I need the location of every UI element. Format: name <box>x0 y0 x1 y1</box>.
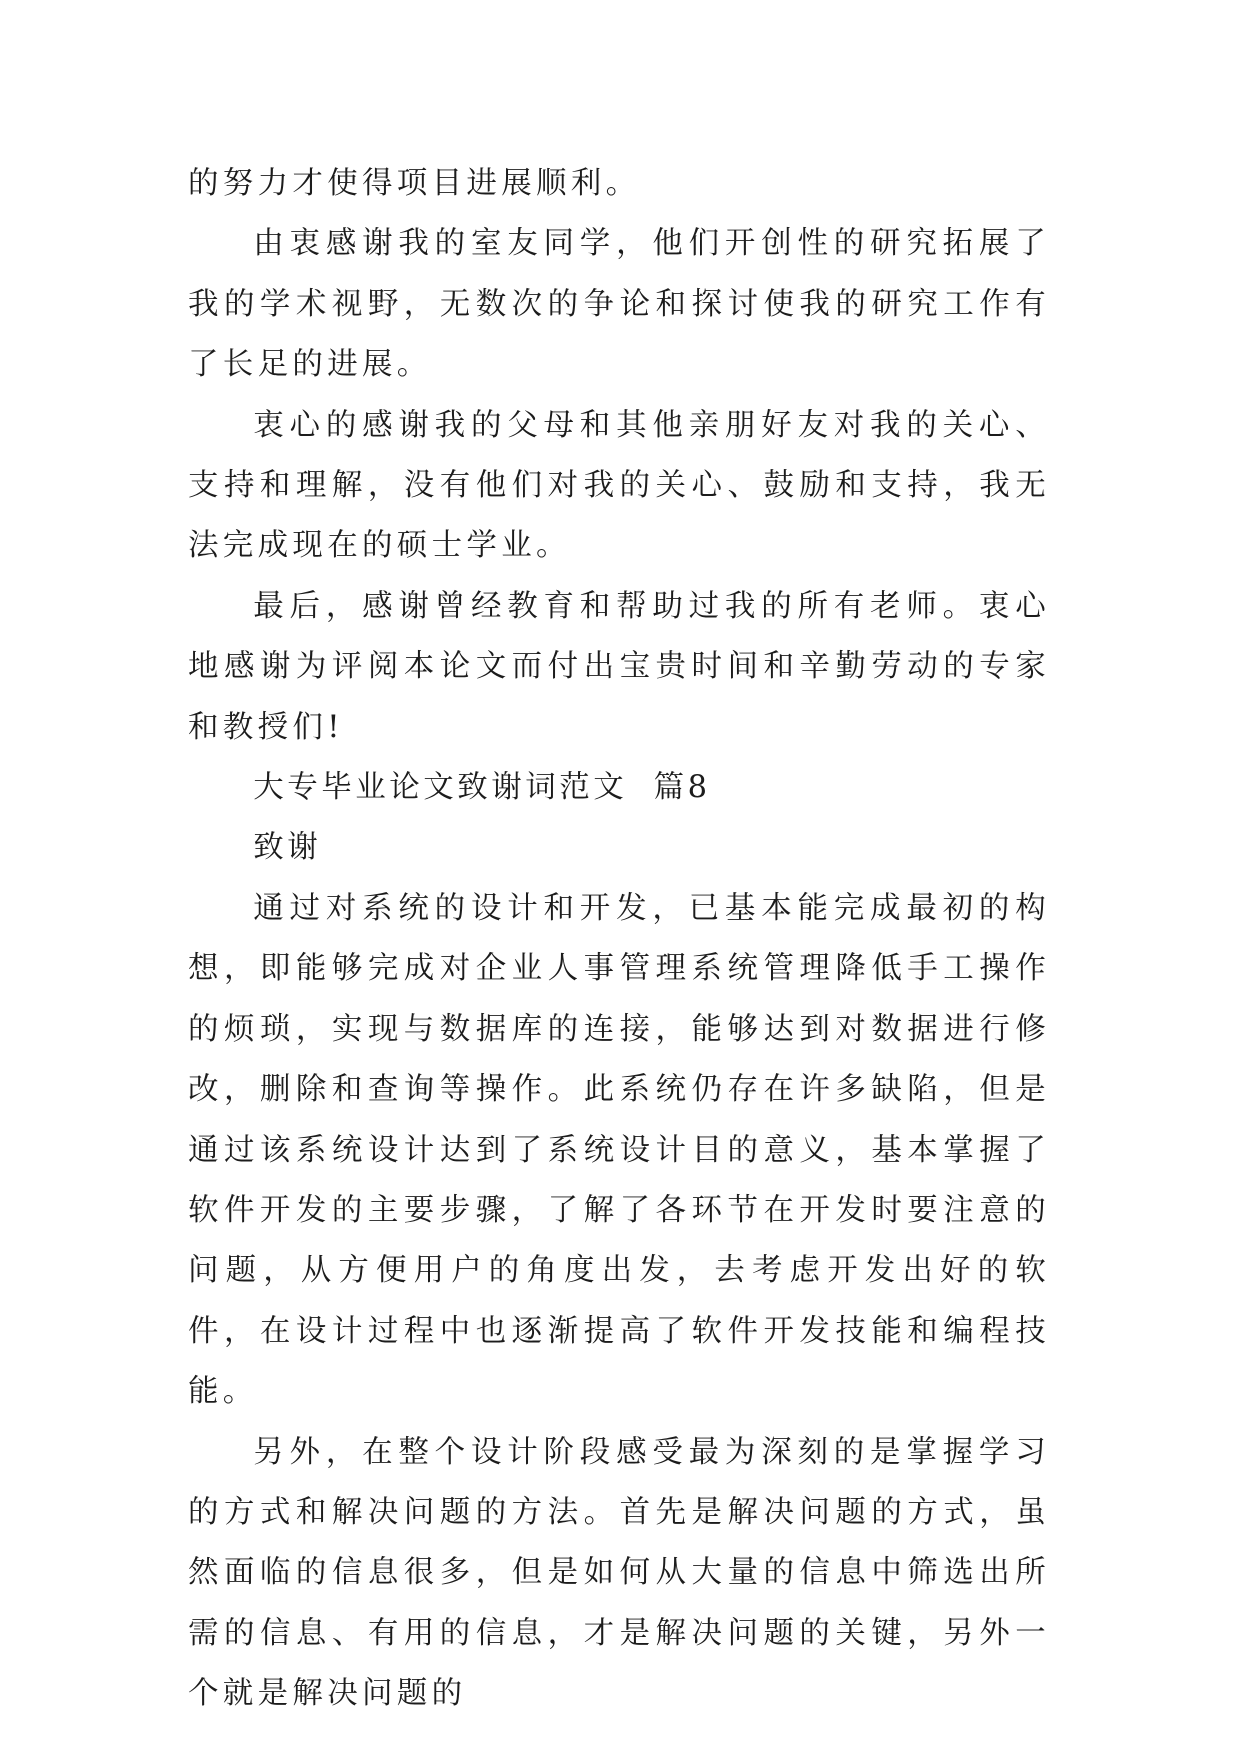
section-title: 大专毕业论文致谢词范文 篇8 <box>253 770 711 806</box>
document-body <box>188 154 1050 1725</box>
paragraph-learning-method: 另外，在整个设计阶段感受最为深刻的是掌握学习的方式和解决问题的方法。首先是解决问题的方式，虽然面临的信息很多，但是如何从大量的信息中筛选出所需的信息、有用的信息，才是解决问题的关键，另外一个就是解决问题的 <box>188 1434 1050 1712</box>
paragraph-thanks-teachers: 最后，感谢曾经教育和帮助过我的所有老师。衷心地感谢为评阅本论文而付出宝贵时间和辛勤劳动的专家和教授们! <box>188 588 1050 745</box>
paragraph-thanks-roommates: 由衷感谢我的室友同学，他们开创性的研究拓展了我的学术视野，无数次的争论和探讨使我的研究工作有了长足的进展。 <box>188 226 1050 383</box>
paragraph-thanks-family: 衷心的感谢我的父母和其他亲朋好友对我的关心、支持和理解，没有他们对我的关心、鼓励和支持，我无法完成现在的硕士学业。 <box>188 407 1050 564</box>
section-subtitle: 致谢 <box>253 830 322 866</box>
paragraph-system-design: 通过对系统的设计和开发，已基本能完成最初的构想，即能够完成对企业人事管理系统管理降低手工操作的烦琐，实现与数据库的连接，能够达到对数据进行修改，删除和查询等操作。此系统仍存在许多缺陷，但是通过该系统设计达到了系统设计目的意义，基本掌握了软件开发的主要步骤，了解了各环节在开发时要注意的问题，从方便用户的角度出发，去考虑开发出好的软件，在设计过程中也逐渐提高了软件开发技能和编程技能。 <box>188 890 1050 1410</box>
paragraph-continuation: 的努力才使得项目进展顺利。 <box>188 166 641 201</box>
